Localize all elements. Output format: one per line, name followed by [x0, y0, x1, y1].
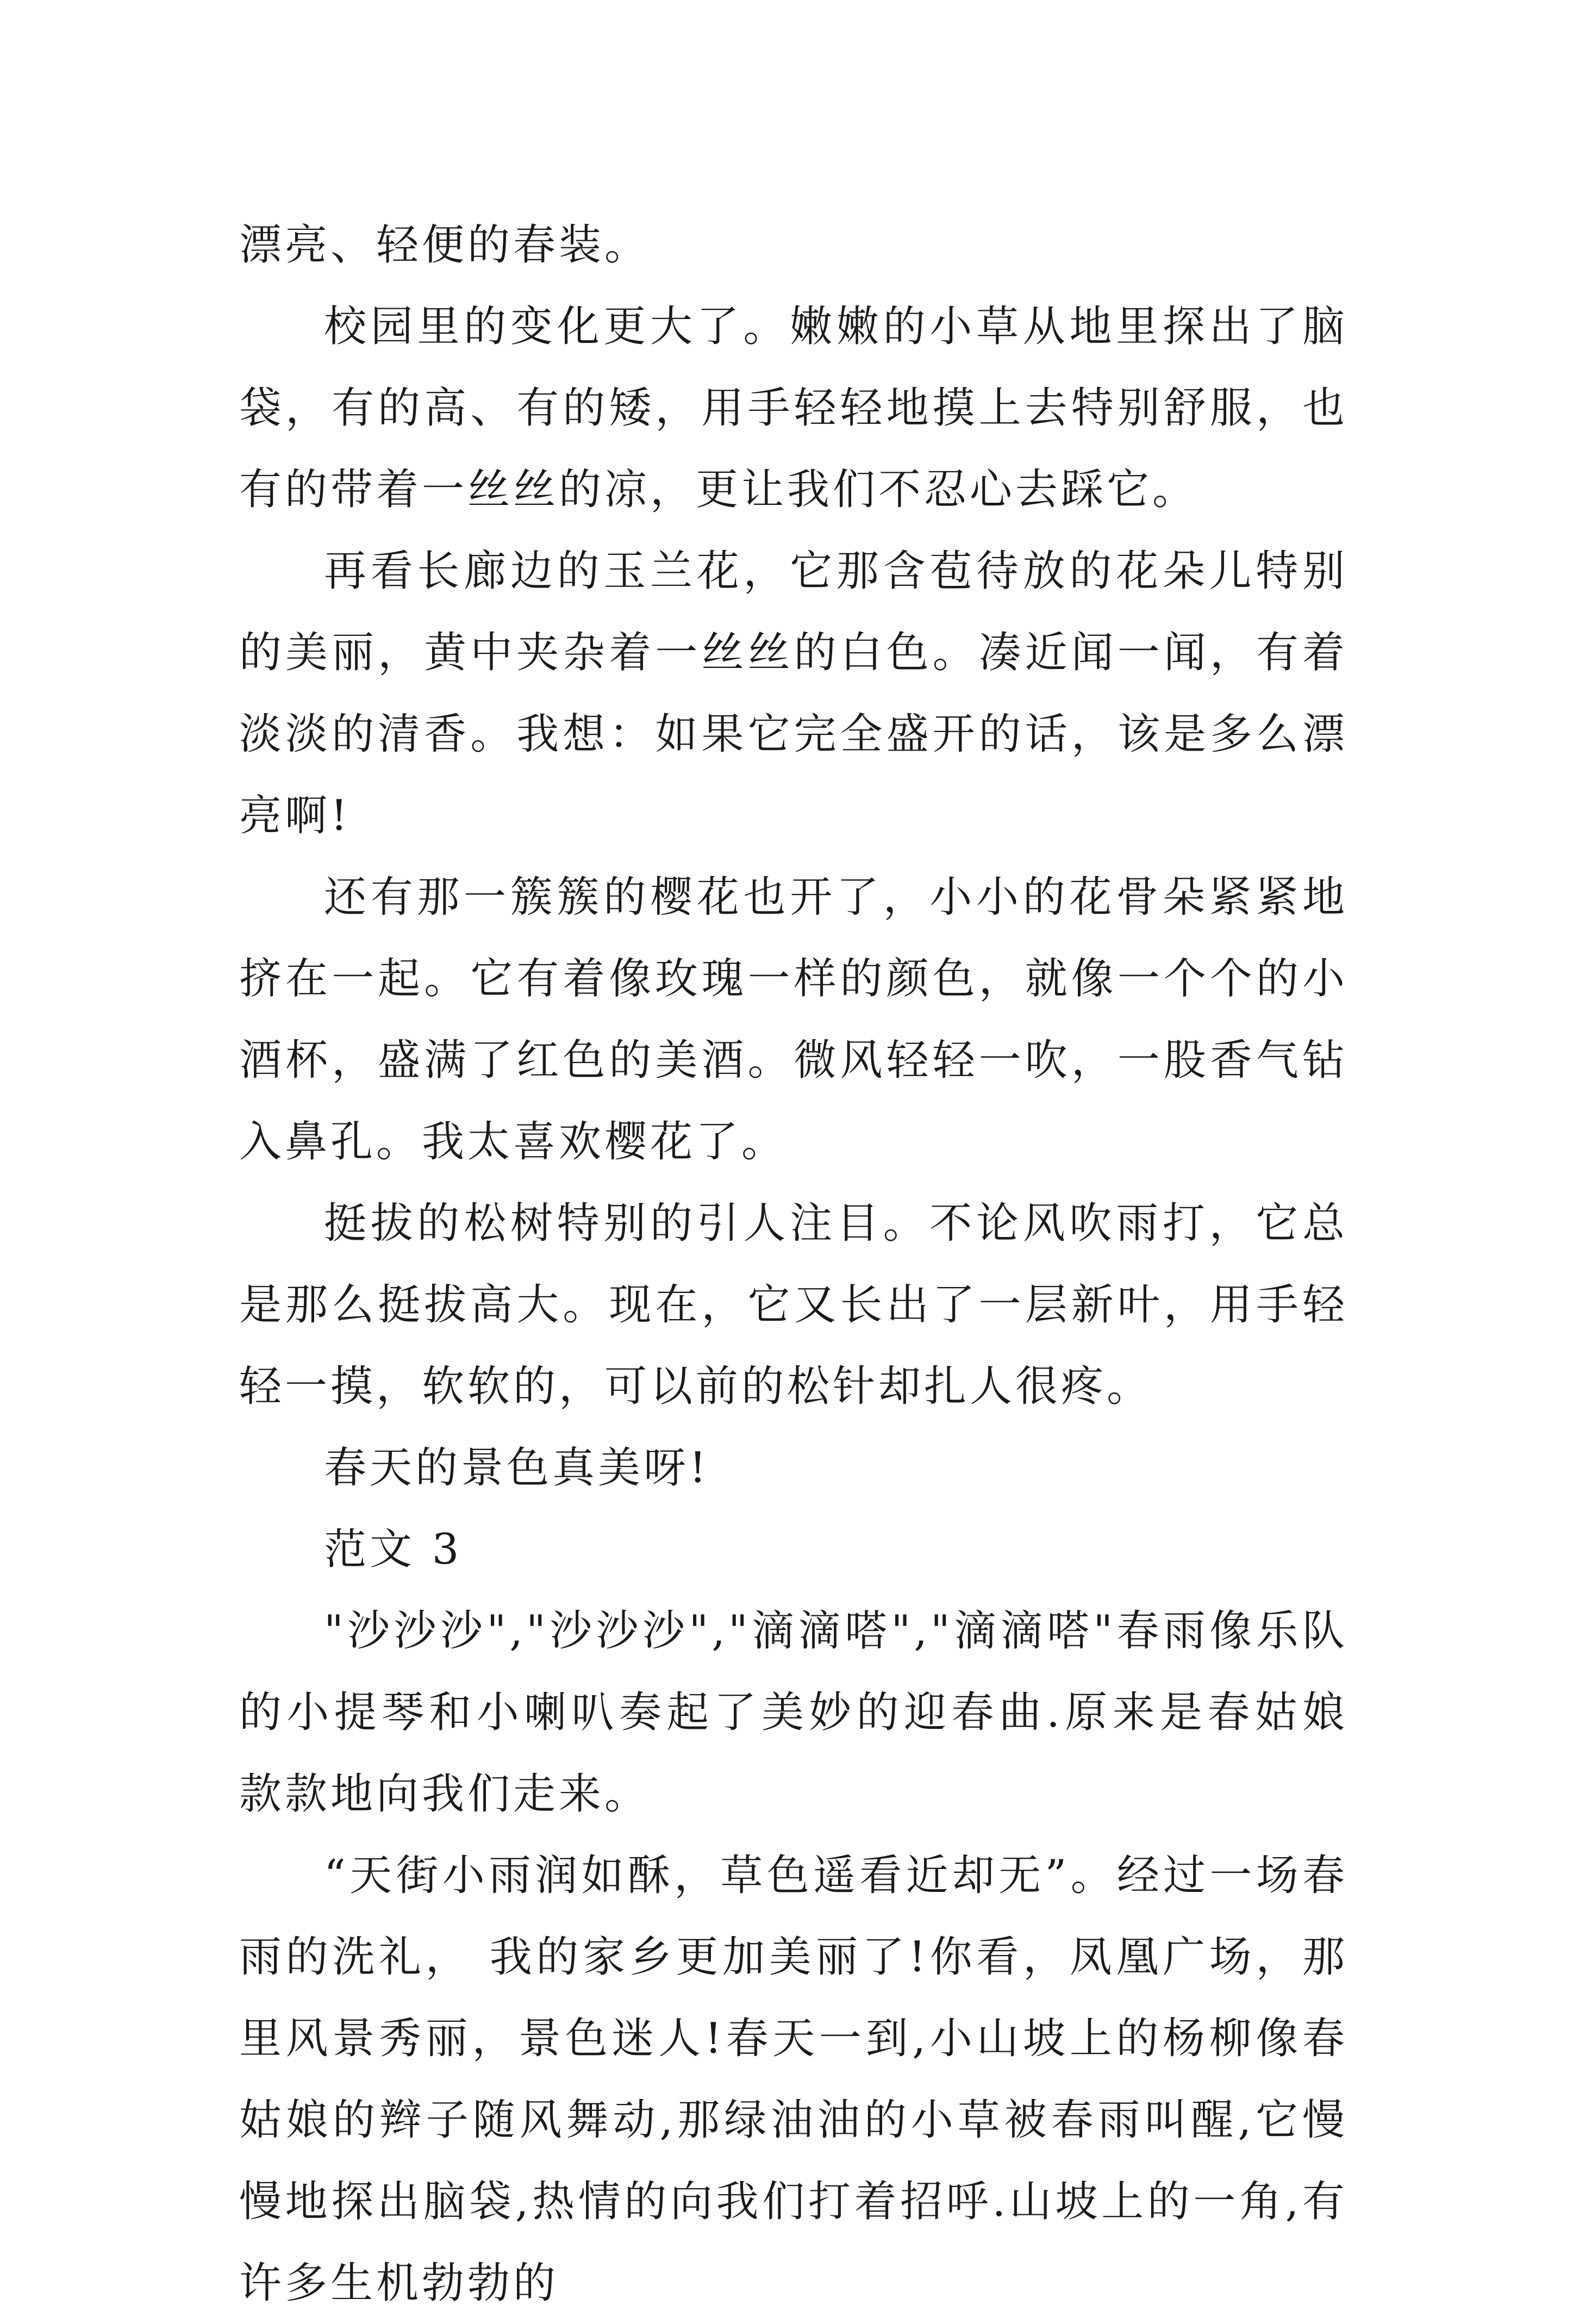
paragraph-2: 校园里的变化更大了。嫩嫩的小草从地里探出了脑袋，有的高、有的矮，用手轻轻地摸上去特别舒服，也有的带着一丝丝的凉，更让我们不忍心去踩它。	[239, 302, 1348, 514]
paragraph-5: 挺拔的松树特别的引人注目。不论风吹雨打，它总是那么挺拔高大。现在，它又长出了一层新叶，用手轻轻一摸，软软的，可以前的松针却扎人很疼。	[239, 1199, 1348, 1411]
paragraph-3: 再看长廊边的玉兰花，它那含苞待放的花朵儿特别的美丽，黄中夹杂着一丝丝的白色。凑近闻一闻，有着淡淡的清香。我想：如果它完全盛开的话，该是多么漂亮啊!	[239, 547, 1348, 840]
paragraph-1: 漂亮、轻便的春装。	[239, 221, 651, 270]
section-heading: 范文 3	[324, 1525, 463, 1574]
paragraph-4: 还有那一簇簇的樱花也开了，小小的花骨朵紧紧地挤在一起。它有着像玫瑰一样的颜色，就像一个个的小酒杯，盛满了红色的美酒。微风轻轻一吹，一股香气钻入鼻孔。我太喜欢樱花了。	[239, 873, 1348, 1166]
document-body	[239, 204, 1348, 2324]
paragraph-6: 春天的景色真美呀!	[324, 1444, 710, 1492]
paragraph-7: "沙沙沙","沙沙沙","滴滴嗒","滴滴嗒"春雨像乐队的小提琴和小喇叭奏起了美妙的迎春曲.原来是春姑娘款款地向我们走来。	[239, 1607, 1348, 1819]
paragraph-8: “天街小雨润如酥，草色遥看近却无”。经过一场春雨的洗礼， 我的家乡更加美丽了!你看，凤凰广场，那里风景秀丽，景色迷人!春天一到,小山坡上的杨柳像春姑娘的辫子随风舞动,那绿油油的小草被春雨叫醒,它慢慢地探出脑袋,热情的向我们打着招呼.山坡上的一角,有许多生机勃勃的	[239, 1851, 1348, 2308]
